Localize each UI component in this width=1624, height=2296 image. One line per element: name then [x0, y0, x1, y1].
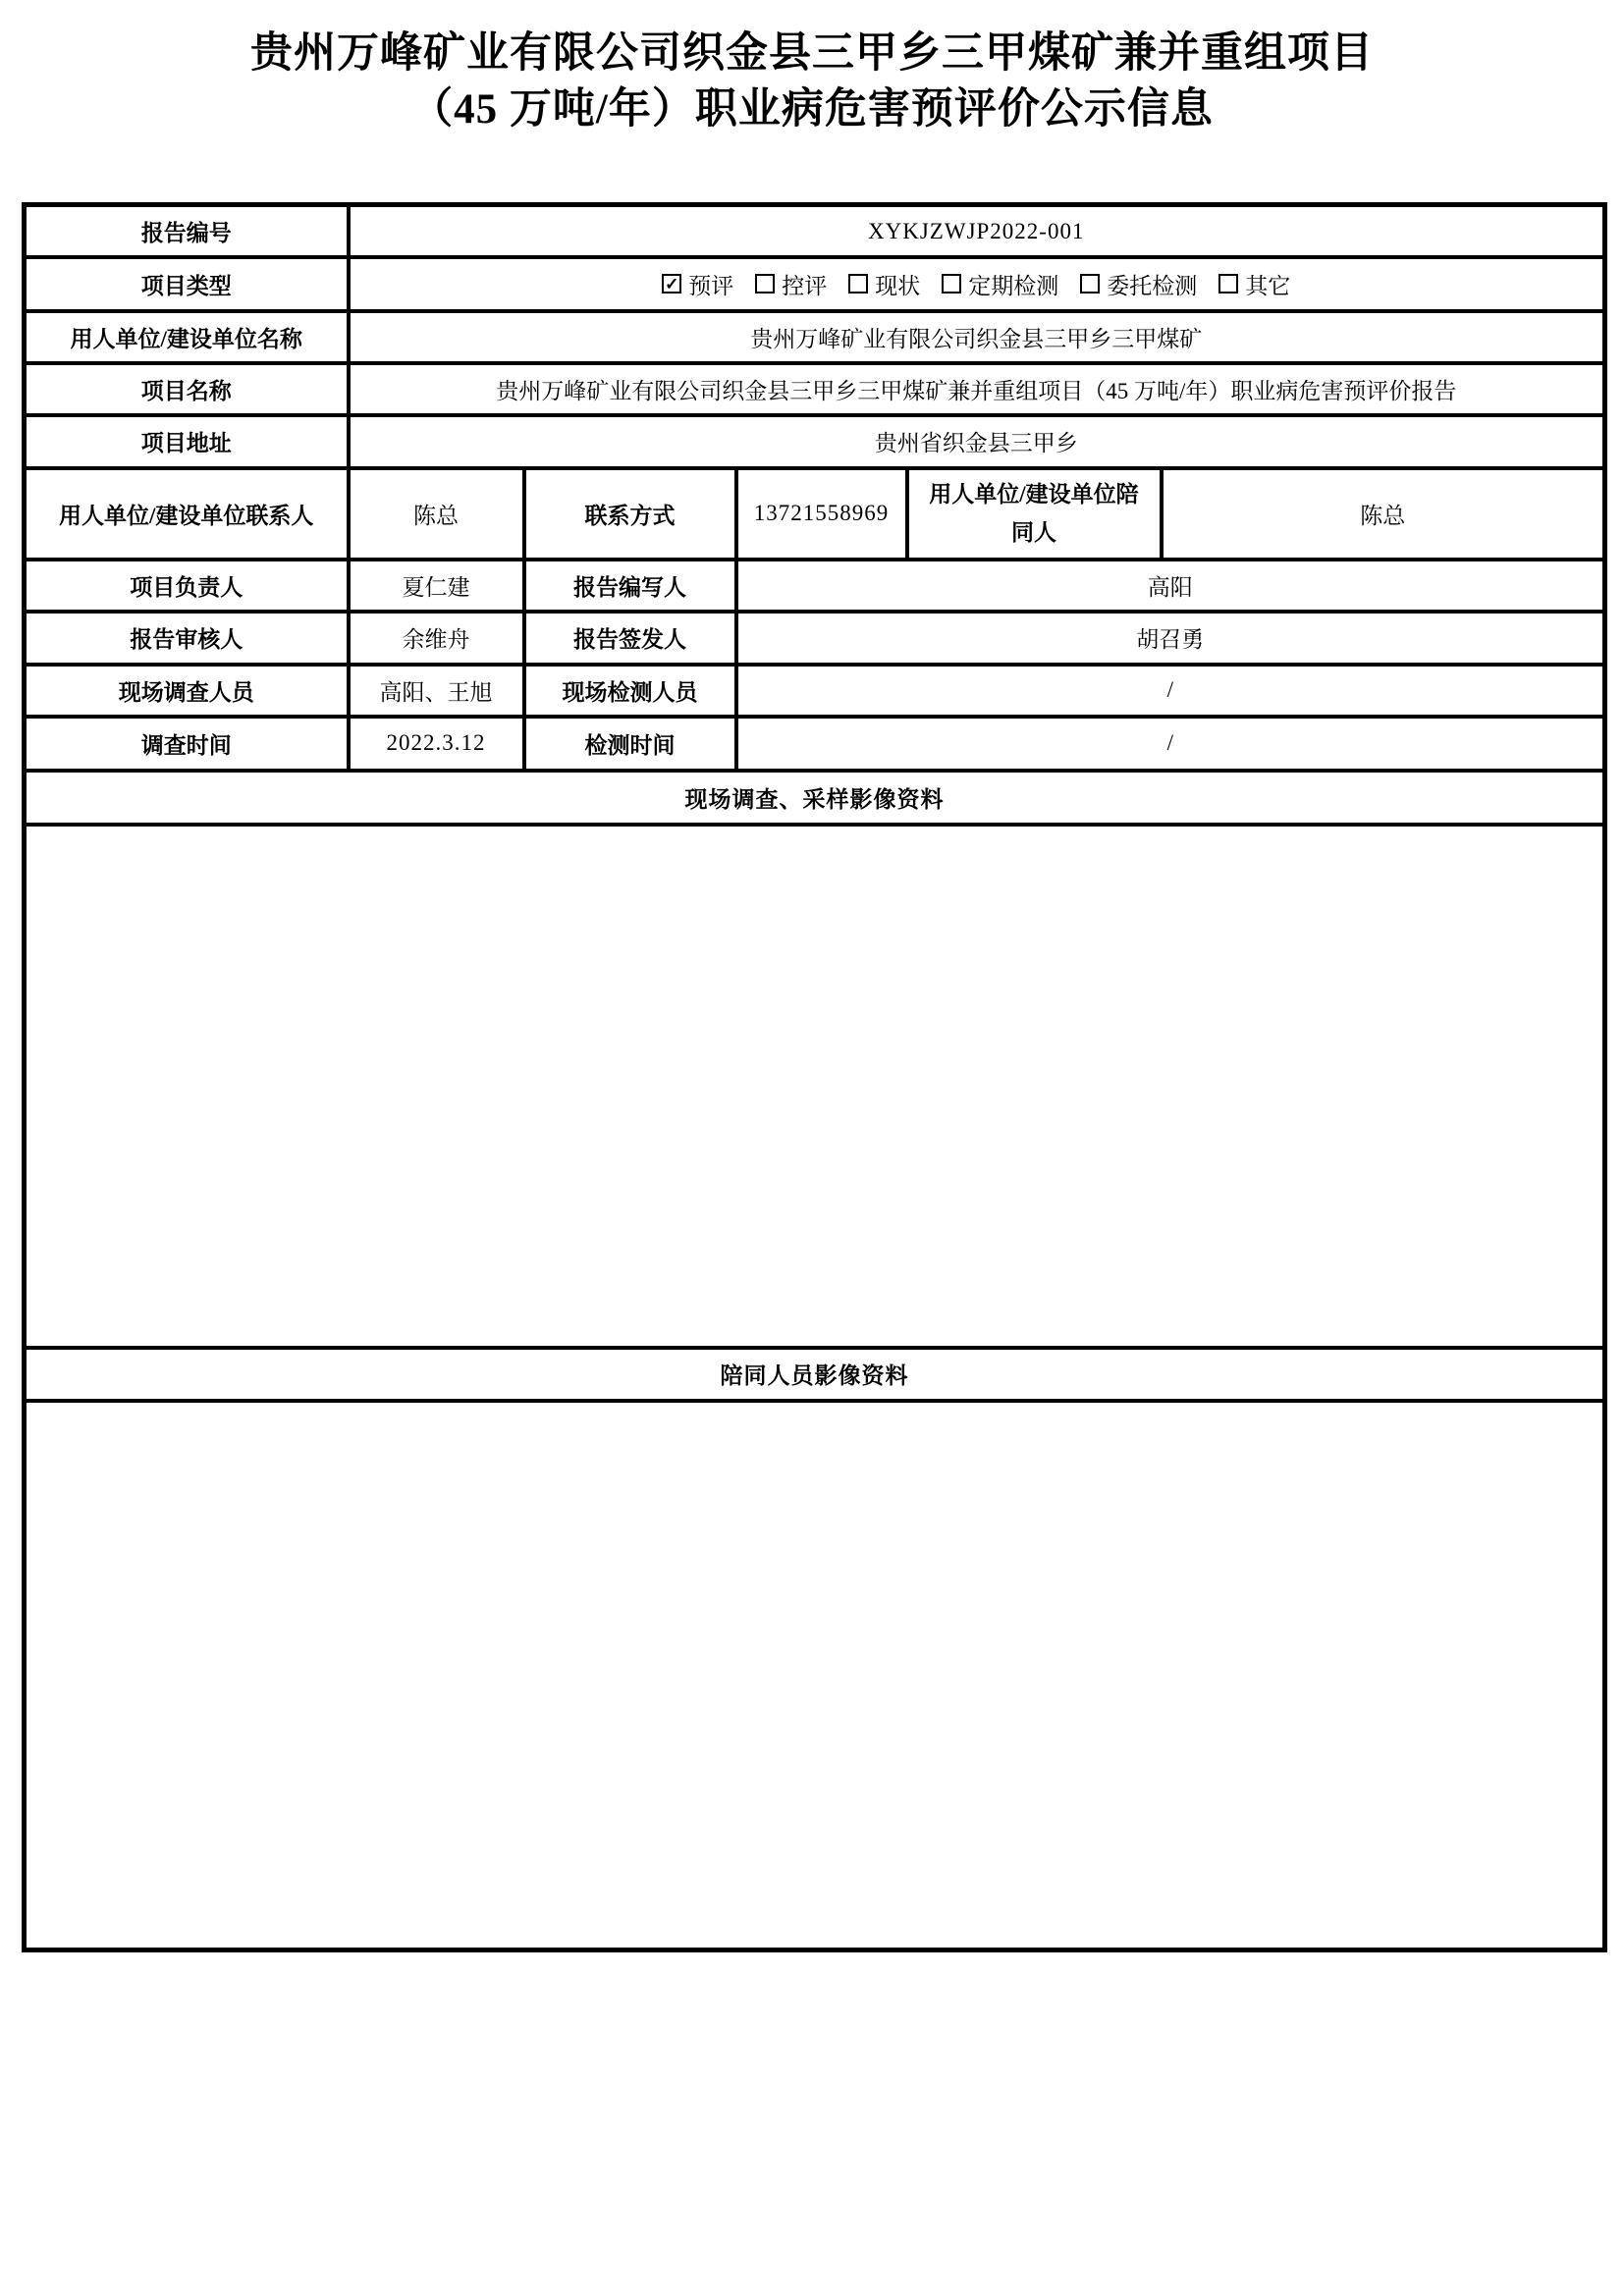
row-escort-photos-area: [25, 1401, 1605, 1950]
checkbox-control-evaluation-icon[interactable]: [755, 274, 775, 294]
row-employer-name: [25, 311, 1605, 363]
site-photos-section-title: 现场调查、采样影像资料: [25, 771, 1605, 825]
checkbox-pre-evaluation-icon[interactable]: ✓: [662, 274, 681, 294]
checkbox-group: [358, 268, 1596, 300]
test-date-label: 检测时间: [524, 717, 736, 771]
test-date-value: /: [736, 717, 1605, 771]
checkbox-status-quo-label: 现状: [875, 273, 921, 298]
row-site-photos-header: [25, 771, 1605, 825]
employer-name-value: 贵州万峰矿业有限公司织金县三甲乡三甲煤矿: [349, 311, 1605, 363]
site-testers-value: /: [736, 665, 1605, 717]
title-line-1: 贵州万峰矿业有限公司织金县三甲乡三甲煤矿兼并重组项目: [250, 30, 1374, 77]
row-project-type: [25, 257, 1605, 311]
report-no-value: XYKJZWJP2022-001: [349, 205, 1605, 257]
document-title: [0, 26, 1624, 137]
escort-photos-section-title: 陪同人员影像资料: [25, 1348, 1605, 1401]
checkbox-option-status-quo[interactable]: [848, 268, 920, 300]
checkbox-option-commissioned-testing[interactable]: [1080, 268, 1197, 300]
row-reviewer-issuer: [25, 612, 1605, 665]
site-surveyors-label: 现场调查人员: [25, 665, 349, 717]
checkbox-pre-evaluation-label: 预评: [688, 273, 734, 298]
checkbox-commissioned-testing-icon[interactable]: [1080, 274, 1100, 294]
project-name-label: 项目名称: [25, 363, 349, 415]
contact-person-value: 陈总: [349, 468, 524, 560]
report-writer-value: 高阳: [736, 560, 1605, 612]
checkbox-status-quo-icon[interactable]: [848, 274, 868, 294]
contact-person-label: 用人单位/建设单位联系人: [25, 468, 349, 560]
escort-person-label: 用人单位/建设单位陪同人: [907, 468, 1162, 560]
checkbox-option-other[interactable]: [1218, 268, 1290, 300]
row-contacts: [25, 468, 1605, 560]
row-escort-photos-header: [25, 1348, 1605, 1401]
project-leader-value: 夏仁建: [349, 560, 524, 612]
survey-date-label: 调查时间: [25, 717, 349, 771]
title-line-2: （45 万吨/年）职业病危害预评价公示信息: [410, 86, 1214, 133]
site-surveyors-value: 高阳、王旭: [349, 665, 524, 717]
report-reviewer-value: 余维舟: [349, 612, 524, 665]
report-no-label: 报告编号: [25, 205, 349, 257]
row-project-address: [25, 415, 1605, 468]
escort-photos-area: [25, 1401, 1605, 1950]
site-photos-area: [25, 825, 1605, 1348]
survey-date-value: 2022.3.12: [349, 717, 524, 771]
row-project-name: [25, 363, 1605, 415]
contact-method-value: 13721558969: [736, 468, 907, 560]
contact-method-label: 联系方式: [524, 468, 736, 560]
checkbox-option-periodic-testing[interactable]: [942, 268, 1058, 300]
project-address-value: 贵州省织金县三甲乡: [349, 415, 1605, 468]
public-info-table: [22, 202, 1607, 1952]
escort-person-value: 陈总: [1162, 468, 1605, 560]
row-site-photos-area: [25, 825, 1605, 1348]
project-name-value: 贵州万峰矿业有限公司织金县三甲乡三甲煤矿兼并重组项目（45 万吨/年）职业病危害预评价报告: [349, 363, 1605, 415]
project-type-label: 项目类型: [25, 257, 349, 311]
report-writer-label: 报告编写人: [524, 560, 736, 612]
checkbox-option-control-evaluation[interactable]: [755, 268, 827, 300]
report-issuer-label: 报告签发人: [524, 612, 736, 665]
checkbox-other-icon[interactable]: [1218, 274, 1238, 294]
checkbox-option-pre-evaluation[interactable]: [662, 268, 733, 300]
report-issuer-value: 胡召勇: [736, 612, 1605, 665]
site-testers-label: 现场检测人员: [524, 665, 736, 717]
row-report-no: [25, 205, 1605, 257]
row-surveyors-testers: [25, 665, 1605, 717]
employer-name-label: 用人单位/建设单位名称: [25, 311, 349, 363]
checkbox-periodic-testing-label: 定期检测: [968, 273, 1059, 298]
project-leader-label: 项目负责人: [25, 560, 349, 612]
checkbox-control-evaluation-label: 控评: [782, 273, 828, 298]
row-leader-writer: [25, 560, 1605, 612]
checkbox-periodic-testing-icon[interactable]: [942, 274, 961, 294]
project-address-label: 项目地址: [25, 415, 349, 468]
report-reviewer-label: 报告审核人: [25, 612, 349, 665]
row-dates: [25, 717, 1605, 771]
project-type-options: [349, 257, 1605, 311]
checkbox-other-label: 其它: [1245, 273, 1291, 298]
checkbox-commissioned-testing-label: 委托检测: [1107, 273, 1198, 298]
